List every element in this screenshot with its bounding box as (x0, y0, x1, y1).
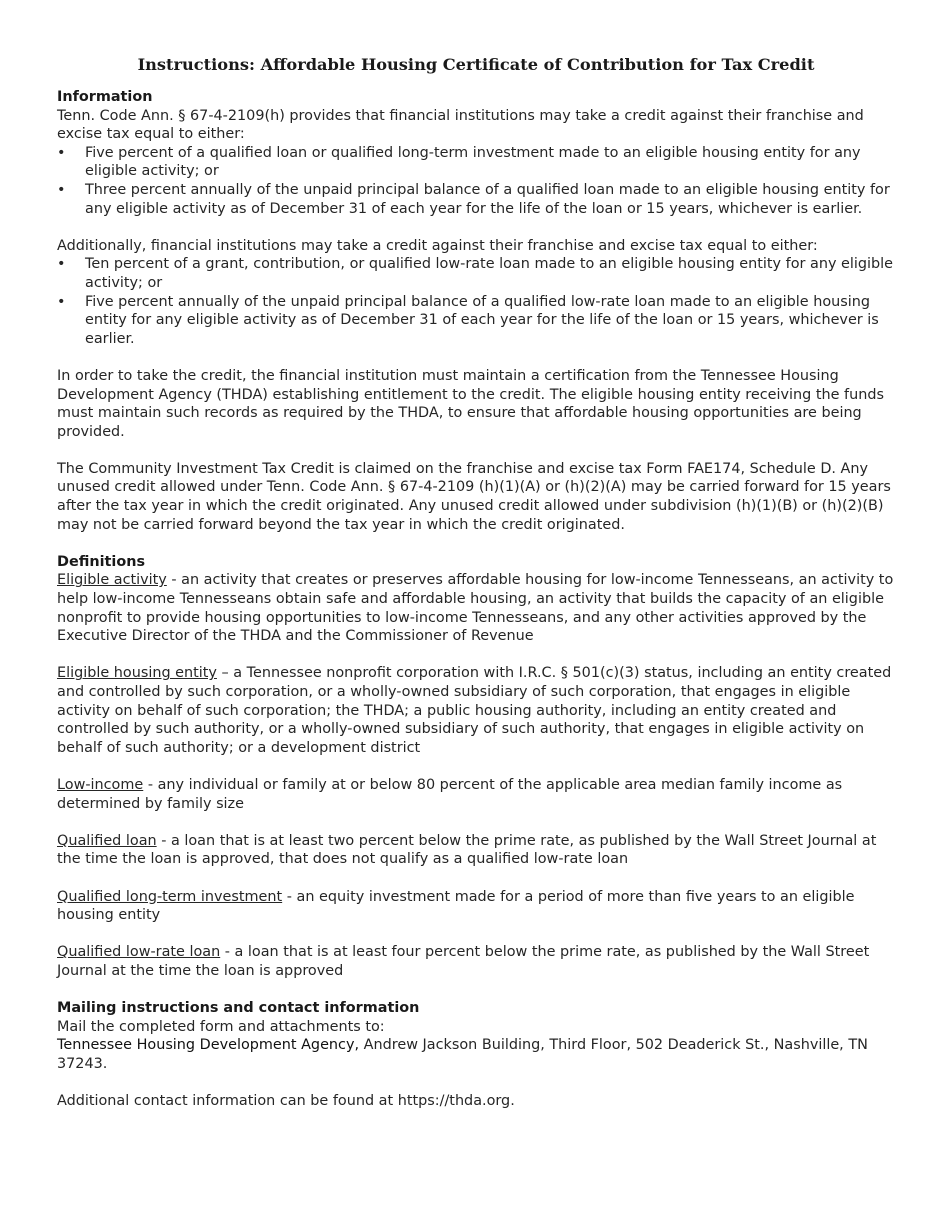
additional-credit-intro: Additionally, financial institutions may take a credit against their franchise and excise tax equal to either: (57, 237, 818, 254)
mailing-address (57, 1036, 895, 1073)
definition-low-income (57, 776, 895, 813)
definition-qualified-loan (57, 832, 895, 869)
list-item: • Three percent annually of the unpaid principal balance of a qualified loan made to an eligible housing entity for any eligible activity as of December 31 of each year for the life of the loan or 15 years, whichever is earlier. (57, 181, 895, 218)
additional-credit-options-list (57, 255, 895, 348)
definition-eligible-activity (57, 571, 895, 645)
definitions-section (57, 553, 895, 981)
definition-text: - any individual or family at or below 80 percent of the applicable area median family income as determined by family size (57, 776, 843, 812)
information-intro: Tenn. Code Ann. § 67-4-2109(h) provides that financial institutions may take a credit against their franchise and excise tax equal to either: (57, 107, 864, 143)
definition-term: Qualified long-term investment (57, 888, 283, 905)
definition-eligible-housing-entity (57, 664, 895, 757)
list-item: • Ten percent of a grant, contribution, or qualified low-rate loan made to an eligible housing entity for any eligible activity; or (57, 255, 895, 292)
definition-term: Low-income (57, 776, 144, 793)
information-section (57, 88, 895, 534)
definition-term: Eligible activity (57, 572, 167, 589)
mailing-section (57, 999, 895, 1111)
list-item: • Five percent annually of the unpaid principal balance of a qualified low-rate loan made to an eligible housing entity for any eligible activity as of December 31 of each year for the life of the loan or 15 years, whichever is earlier. (57, 293, 895, 349)
definition-text: - a loan that is at least four percent below the prime rate, as published by the Wall Street Journal at the time the loan is approved (57, 944, 870, 979)
mailing-heading: Mailing instructions and contact information (57, 1000, 420, 1017)
list-item: • Five percent of a qualified loan or qualified long-term investment made to an eligible housing entity for any eligible activity; or (57, 144, 895, 181)
mailing-instruction: Mail the completed form and attachments to: (57, 1018, 385, 1035)
page-title: Instructions: Affordable Housing Certificate of Contribution for Tax Credit (137, 55, 815, 74)
definition-qualified-long-term-investment (57, 888, 895, 925)
definition-term: Eligible housing entity (57, 665, 217, 682)
definition-text: – a Tennessee nonprofit corporation with I.R.C. § 501(c)(3) status, including an entity created and controlled by such corporation, or a wholly-owned subsidiary of such corporation, that engages in eligible activity on behalf of such corporation; the THDA; a public housing authority, including an entity created and controlled by such authority, or a wholly-owned subsidiary of such authority, that engages in eligible activity on behalf of such authority; or a development district (57, 665, 892, 756)
instructions-document (57, 52, 895, 1111)
credit-options-list (57, 144, 895, 218)
definition-qualified-low-rate-loan (57, 943, 895, 980)
certification-paragraph: In order to take the credit, the financial institution must maintain a certification from the Tennessee Housing Development Agency (THDA) establishing entitlement to the credit. The eligible housing entity receiving the funds must maintain such records as required by the THDA, to ensure that affordable housing opportunities are being provided. (57, 367, 884, 440)
agency-name: Tennessee Housing Development Agency, (57, 1037, 360, 1054)
definition-text: - a loan that is at least two percent below the prime rate, as published by the Wall Street Journal at the time the loan is approved, that does not qualify as a qualified low-rate loan (57, 832, 877, 868)
information-heading: Information (57, 89, 153, 105)
contact-info: Additional contact information can be found at https://thda.org. (57, 1093, 515, 1110)
claim-paragraph: The Community Investment Tax Credit is claimed on the franchise and excise tax Form FAE174, Schedule D. Any unused credit allowed under Tenn. Code Ann. § 67-4-2109 (h)(1)(A) or (h)(2)(A) may be carried forward for 15 years after the tax year in which the credit originated. Any unused credit allowed under subdivision (h)(1)(B) or (h)(2)(B) may not be carried forward beyond the tax year in which the credit originated. (57, 460, 891, 533)
definition-text: - an equity investment made for a period of more than five years to an eligible housing entity (57, 888, 855, 924)
street-address: Andrew Jackson Building, Third Floor, 502 Deaderick St., Nashville, TN 37243. (57, 1037, 868, 1072)
definition-text: - an activity that creates or preserves affordable housing for low-income Tennesseans, an activity to help low-income Tennesseans obtain safe and affordable housing, an activity that builds the capacity of an eligible nonprofit to provide housing opportunities to low-income Tennesseans, and any other activities approved by the Executive Director of the THDA and the Commissioner of Revenue (57, 572, 894, 645)
definition-term: Qualified low-rate loan (57, 944, 221, 961)
definitions-heading: Definitions (57, 553, 146, 570)
definition-term: Qualified loan (57, 832, 157, 849)
